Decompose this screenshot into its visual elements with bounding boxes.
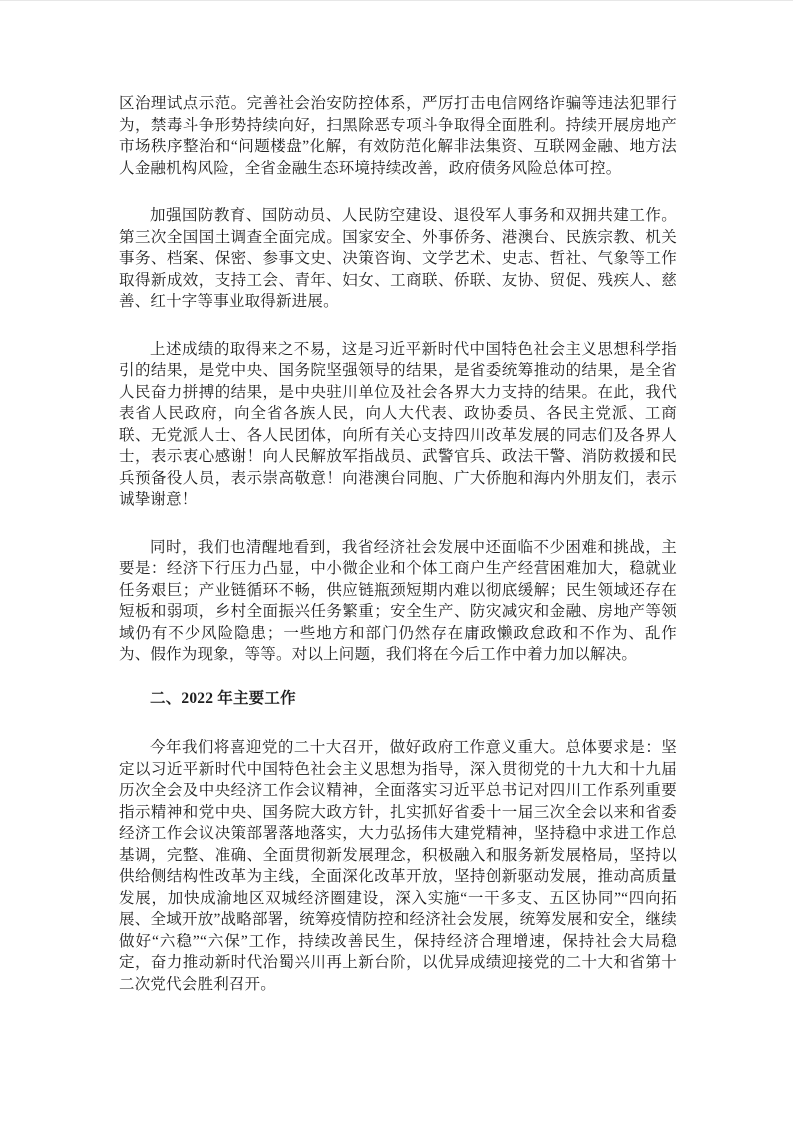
paragraph-challenges: 同时，我们也清醒地看到，我省经济社会发展中还面临不少困难和挑战，主要是：经济下行压力凸显，中小微企业和个体工商户生产经营困难加大，稳就业任务艰巨；产业链循环不畅，供应链瓶颈短期内难以彻底缓解；民生领域还存在短板和弱项，乡村全面振兴任务繁重；安全生产、防灾减灾和金融、房地产等领域仍有不少风险隐患；一些地方和部门仍然存在庸政懒政怠政和不作为、乱作为、假作为现象，等等。对以上问题，我们将在今后工作中着力加以解决。 bbox=[119, 538, 677, 663]
paragraph-national-defense: 加强国防教育、国防动员、人民防空建设、退役军人事务和双拥共建工作。第三次全国国土调查全面完成。国家安全、外事侨务、港澳台、民族宗教、机关事务、档案、保密、参事文史、决策咨询、文学艺术、史志、哲社、气象等工作取得新成效，支持工会、青年、妇女、工商联、侨联、友协、贸促、残疾人、慈善、红十字等事业取得新进展。 bbox=[119, 207, 677, 310]
section-heading-2022-main-work: 二、2022 年主要工作 bbox=[150, 689, 296, 707]
paragraph-continuation: 区治理试点示范。完善社会治安防控体系，严厉打击电信网络诈骗等违法犯罪行为，禁毒斗争形势持续向好，扫黑除恶专项斗争取得全面胜利。持续开展房地产市场秩序整治和“问题楼盘”化解，有效防范化解非法集资、互联网金融、地方法人金融机构风险，全省金融生态环境持续改善，政府债务风险总体可控。 bbox=[119, 95, 677, 177]
document-text-block bbox=[119, 93, 677, 1021]
paragraph-acknowledgements: 上述成绩的取得来之不易，这是习近平新时代中国特色社会主义思想科学指引的结果，是党中央、国务院坚强领导的结果，是省委统筹推动的结果，是全省人民奋力拼搏的结果，是中央驻川单位及社会各界大力支持的结果。在此，我代表省人民政府，向全省各族人民，向人大代表、政协委员、各民主党派、工商联、无党派人士、各人民团体，向所有关心支持四川改革发展的同志们及各界人士，表示衷心感谢！向人民解放军指战员、武警官兵、政法干警、消防救援和民兵预备役人员，表示崇高敬意！向港澳台同胞、广大侨胞和海内外朋友们，表示诚挚谢意！ bbox=[119, 340, 677, 508]
paragraph-overall-requirements: 今年我们将喜迎党的二十大召开，做好政府工作意义重大。总体要求是：坚定以习近平新时代中国特色社会主义思想为指导，深入贯彻党的十九大和十九届历次全会及中央经济工作会议精神，全面落实习近平总书记对四川工作系列重要指示精神和党中央、国务院大政方针，扎实抓好省委十一届三次全会以来和省委经济工作会议决策部署落地落实，大力弘扬伟大建党精神，坚持稳中求进工作总基调，完整、准确、全面贯彻新发展理念，积极融入和服务新发展格局，坚持以供给侧结构性改革为主线，全面深化改革开放，坚持创新驱动发展，推动高质量发展，加快成渝地区双城经济圈建设，深入实施“一干多支、五区协同”“四向拓展、全域开放”战略部署，统筹疫情防控和经济社会发展，统筹发展和安全，继续做好“六稳”“六保”工作，持续改善民生，保持经济合理增速，保持社会大局稳定，奋力推动新时代治蜀兴川再上新台阶，以优异成绩迎接党的二十大和省第十二次党代会胜利召开。 bbox=[119, 739, 677, 993]
